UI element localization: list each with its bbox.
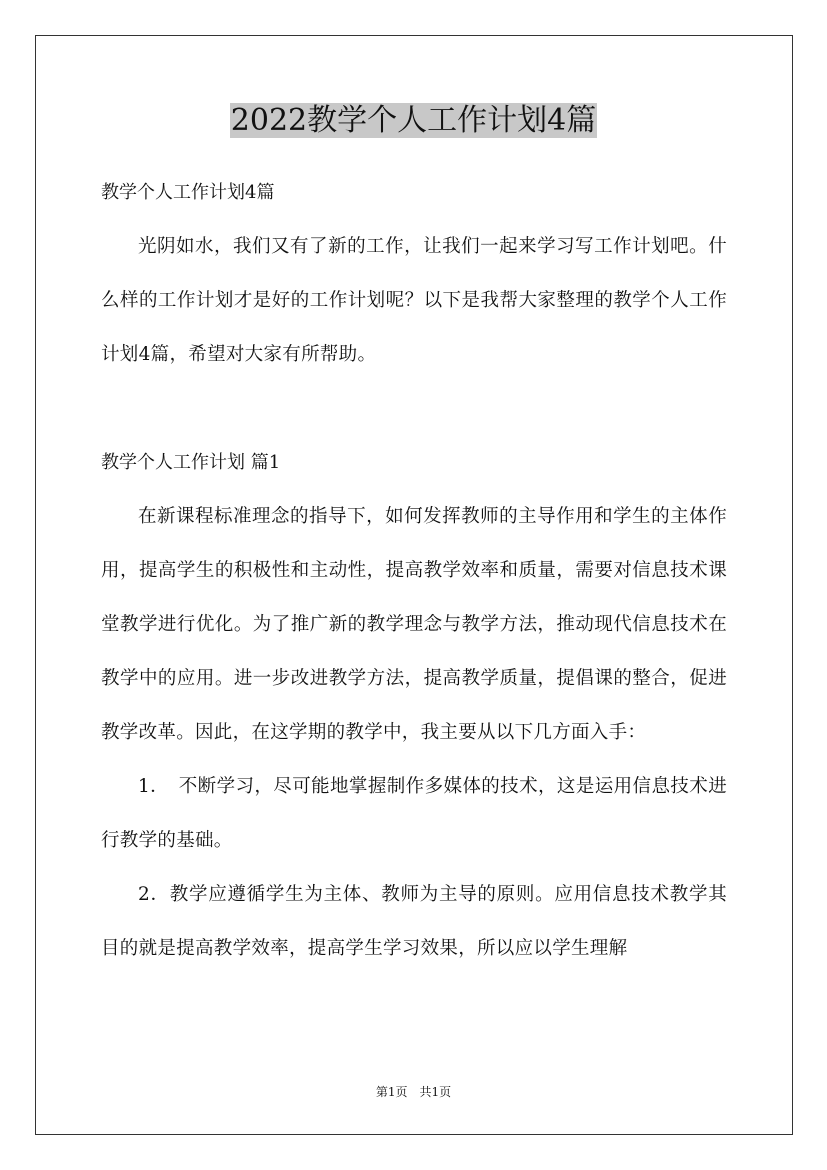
intro-paragraph: 光阴如水，我们又有了新的工作，让我们一起来学习写工作计划吧。什么样的工作计划才是好的工作计划呢？以下是我帮大家整理的教学个人工作计划4篇，希望对大家有所帮助。 <box>101 236 727 365</box>
document-title <box>0 101 827 141</box>
document-subtitle: 教学个人工作计划4篇 <box>101 182 275 203</box>
section-heading: 教学个人工作计划 篇1 <box>101 452 281 473</box>
list-item-paragraph: 2．教学应遵循学生为主体、教师为主导的原则。应用信息技术教学其目的就是提高教学效率，提高学生学习效果，所以应以学生理解 <box>101 884 727 959</box>
document-body <box>101 166 727 976</box>
list-item-paragraph: 1． 不断学习，尽可能地掌握制作多媒体的技术，这是运用信息技术进行教学的基础。 <box>101 776 727 851</box>
paragraph-gap <box>101 382 727 436</box>
page-footer: 第1页 共1页 <box>375 1085 452 1099</box>
document-title-text: 2022教学个人工作计划4篇 <box>230 103 597 138</box>
body-paragraph: 在新课程标准理念的指导下，如何发挥教师的主导作用和学生的主体作用，提高学生的积极性和主动性，提高教学效率和质量，需要对信息技术课堂教学进行优化。为了推广新的教学理念与教学方法，推动现代信息技术在教学中的应用。进一步改进教学方法，提高教学质量，提倡课的整合，促进教学改革。因此，在这学期的教学中，我主要从以下几方面入手： <box>101 506 727 743</box>
